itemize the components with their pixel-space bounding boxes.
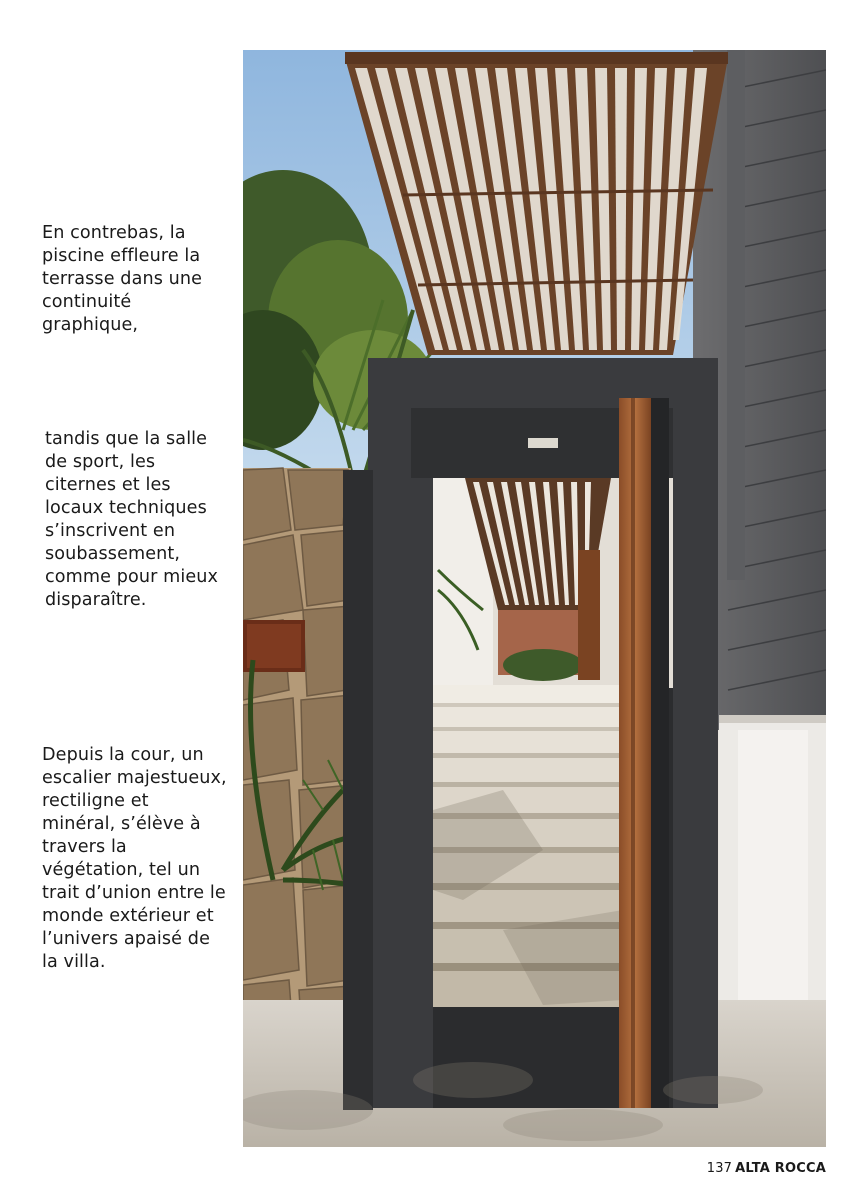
page-number: 137	[706, 1161, 733, 1176]
magazine-name: ALTA ROCCA	[735, 1161, 826, 1176]
caption-staircase: Depuis la cour, un escalier majestueux, rectiligne et minéral, s’élève à travers la végétation, tel un trait d’union entre le monde extérieur et l’univers apaisé de la villa.	[42, 745, 227, 972]
caption-gym-cisterns: tandis que la salle de sport, les citernes et les locaux techniques s’inscrivent en soubassement, comme pour mieux disparaître.	[45, 429, 219, 610]
caption-pool-terrace: En contrebas, la piscine effleure la terrasse dans une continuité graphique,	[42, 223, 203, 335]
villa-entrance-photo	[243, 50, 826, 1147]
page-footer	[707, 1161, 826, 1176]
